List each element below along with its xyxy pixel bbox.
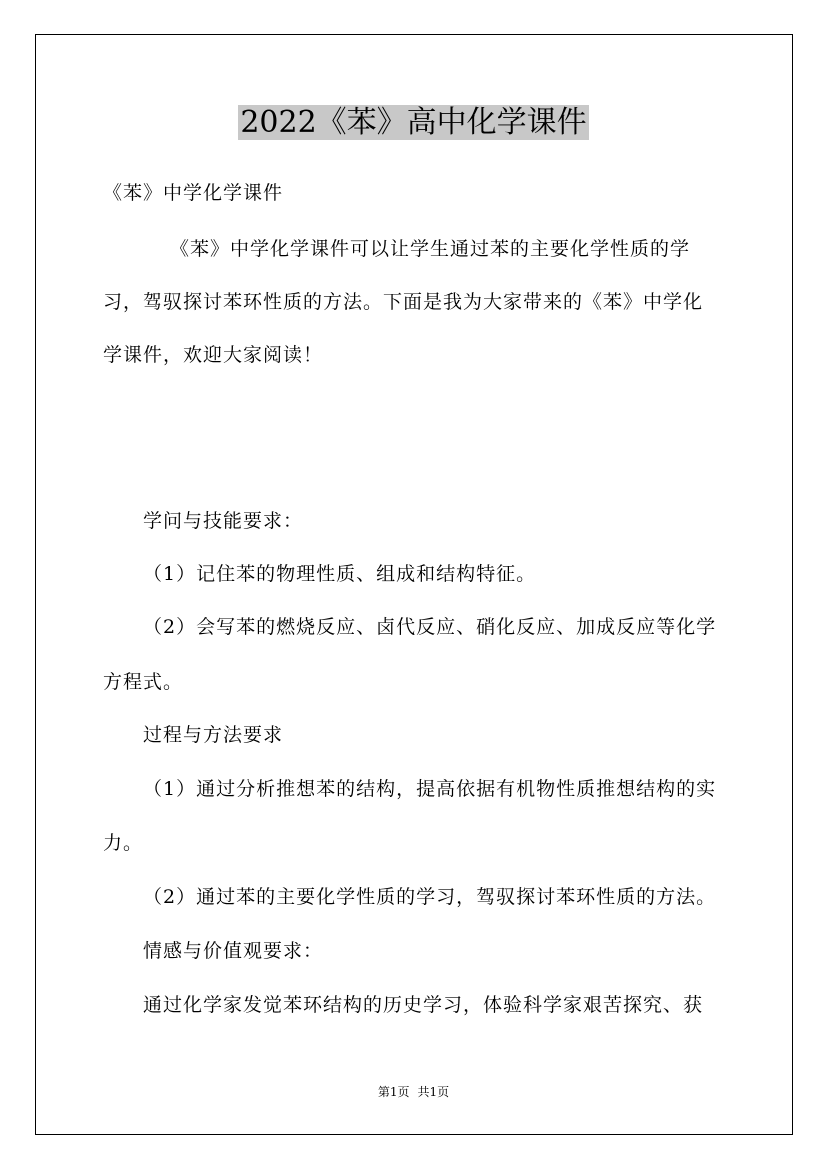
- page-footer: [0, 1084, 827, 1100]
- page-number: 第1页: [377, 1085, 410, 1099]
- subtitle: 《苯》中学化学课件: [103, 182, 284, 204]
- emotion-text: 通过化学家发觉苯环结构的历史学习，体验科学家艰苦探究、获: [143, 994, 704, 1016]
- intro-line-2: 习，驾驭探讨苯环性质的方法。下面是我为大家带来的《苯》中学化: [103, 291, 704, 313]
- knowledge-item-1: （1）记住苯的物理性质、组成和结构特征。: [143, 563, 537, 585]
- document-title-text: 2022《苯》高中化学课件: [240, 105, 587, 140]
- knowledge-heading: 学问与技能要求：: [143, 510, 304, 532]
- page-total: 共1页: [417, 1085, 450, 1099]
- process-item-2: （2）通过苯的主要化学性质的学习，驾驭探讨苯环性质的方法。: [143, 886, 717, 908]
- knowledge-item-2: （2）会写苯的燃烧反应、卤代反应、硝化反应、加成反应等化学: [143, 616, 717, 638]
- intro-line-1: 《苯》中学化学课件可以让学生通过苯的主要化学性质的学: [170, 238, 691, 260]
- process-item-1: （1）通过分析推想苯的结构，提高依据有机物性质推想结构的实: [143, 778, 717, 800]
- process-item-1-cont: 力。: [103, 832, 144, 854]
- knowledge-item-2-cont: 方程式。: [103, 671, 184, 693]
- intro-line-3: 学课件，欢迎大家阅读！: [103, 344, 324, 366]
- emotion-heading: 情感与价值观要求：: [143, 940, 324, 962]
- process-heading: 过程与方法要求: [143, 724, 284, 746]
- document-title: [0, 103, 827, 143]
